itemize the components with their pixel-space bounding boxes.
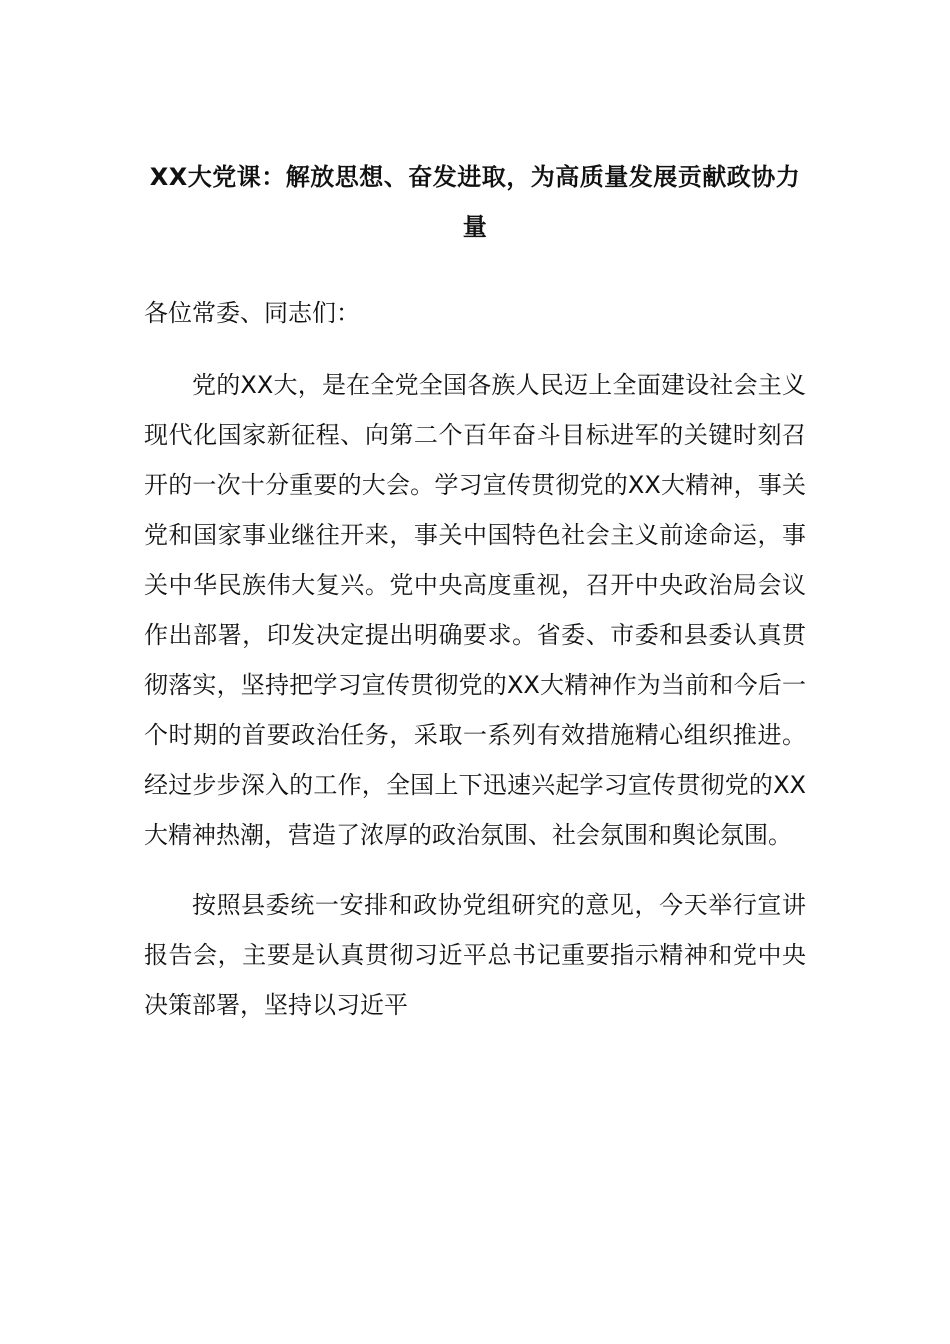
document-body bbox=[144, 152, 806, 1030]
document-title: XX大党课：解放思想、奋发进取，为高质量发展贡献政协力量 bbox=[149, 163, 801, 241]
paragraph-2: 按照县委统一安排和政协党组研究的意见，今天举行宣讲报告会，主要是认真贯彻习近平总书记重要指示精神和党中央决策部署，坚持以习近平 bbox=[144, 891, 806, 1019]
salutation: 各位常委、同志们： bbox=[144, 299, 360, 327]
paragraph-1: 党的XX大，是在全党全国各族人民迈上全面建设社会主义现代化国家新征程、向第二个百年奋斗目标进军的关键时刻召开的一次十分重要的大会。学习宣传贯彻党的XX大精神，事关党和国家事业继往开来，事关中国特色社会主义前途命运，事关中华民族伟大复兴。党中央高度重视，召开中央政治局会议作出部署，印发决定提出明确要求。省委、市委和县委认真贯彻落实，坚持把学习宣传贯彻党的XX大精神作为当前和今后一个时期的首要政治任务，采取一系列有效措施精心组织推进。经过步步深入的工作，全国上下迅速兴起学习宣传贯彻党的XX大精神热潮，营造了浓厚的政治氛围、社会氛围和舆论氛围。 bbox=[144, 371, 806, 849]
